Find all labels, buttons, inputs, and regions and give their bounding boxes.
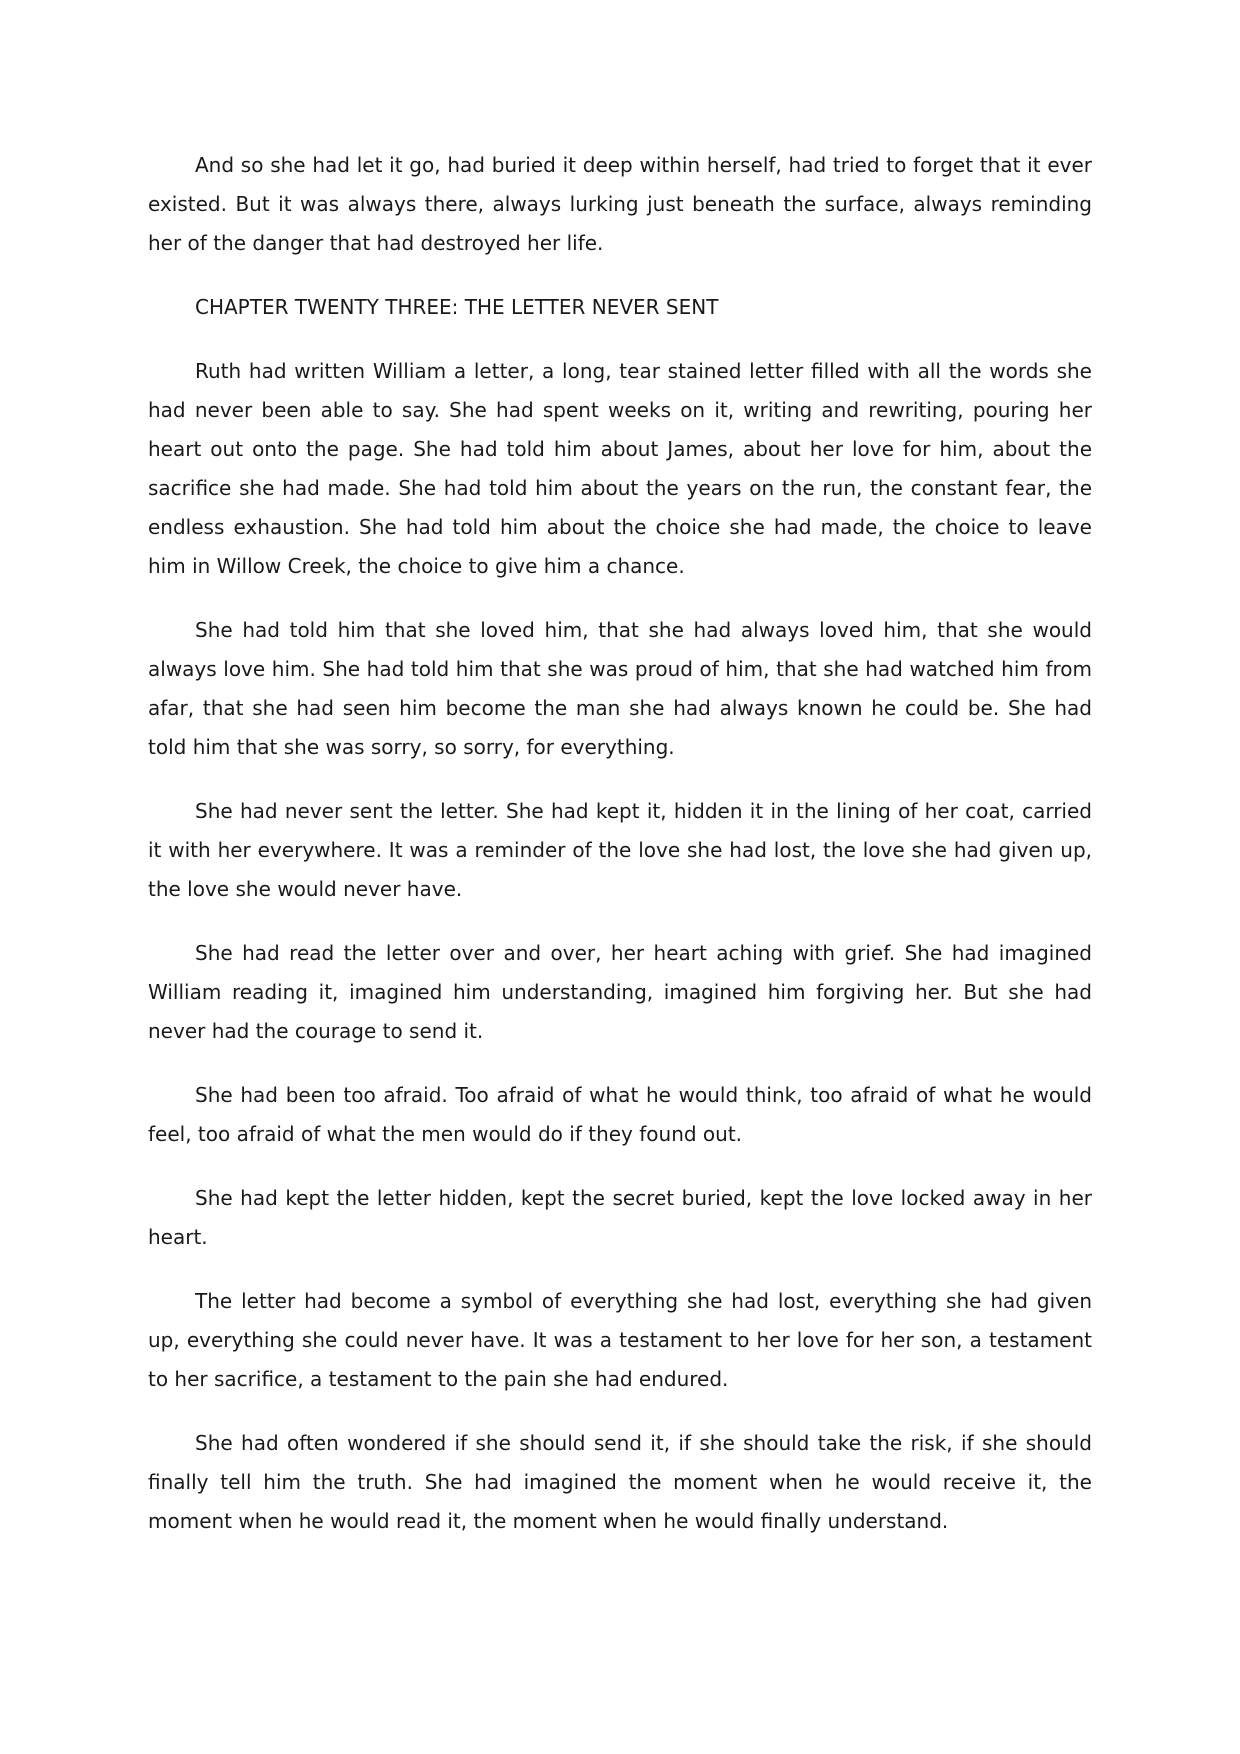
paragraph: She had been too afraid. Too afraid of what he would think, too afraid of what he would feel, too afraid of what the men would do if they found out. xyxy=(148,1083,1092,1146)
paragraph: She had kept the letter hidden, kept the secret buried, kept the love locked away in her heart. xyxy=(148,1186,1092,1249)
paragraph-opening: And so she had let it go, had buried it deep within herself, had tried to forget that it ever existed. But it was always there, always lurking just beneath the surface, always reminding her of the danger that had destroyed her life. xyxy=(148,153,1092,255)
document-page xyxy=(148,146,1092,1566)
paragraph: She had never sent the letter. She had kept it, hidden it in the lining of her coat, carried it with her everywhere. It was a reminder of the love she had lost, the love she had given up, the love she would never have. xyxy=(148,799,1092,901)
paragraph: She had read the letter over and over, her heart aching with grief. She had imagined William reading it, imagined him understanding, imagined him forgiving her. But she had never had the courage to send it. xyxy=(148,941,1092,1043)
paragraph: The letter had become a symbol of everything she had lost, everything she had given up, everything she could never have. It was a testament to her love for her son, a testament to her sacrifice, a testament to the pain she had endured. xyxy=(148,1289,1092,1391)
paragraph: She had often wondered if she should send it, if she should take the risk, if she should finally tell him the truth. She had imagined the moment when he would receive it, the moment when he would read it, the moment when he would finally understand. xyxy=(148,1431,1092,1533)
paragraph: Ruth had written William a letter, a long, tear stained letter filled with all the words she had never been able to say. She had spent weeks on it, writing and rewriting, pouring her heart out onto the page. She had told him about James, about her love for him, about the sacrifice she had made. She had told him about the years on the run, the constant fear, the endless exhaustion. She had told him about the choice she had made, the choice to leave him in Willow Creek, the choice to give him a chance. xyxy=(148,359,1092,578)
chapter-heading: CHAPTER TWENTY THREE: THE LETTER NEVER SENT xyxy=(195,295,719,319)
paragraph: She had told him that she loved him, that she had always loved him, that she would always love him. She had told him that she was proud of him, that she had watched him from afar, that she had seen him become the man she had always known he could be. She had told him that she was sorry, so sorry, for everything. xyxy=(148,618,1092,759)
